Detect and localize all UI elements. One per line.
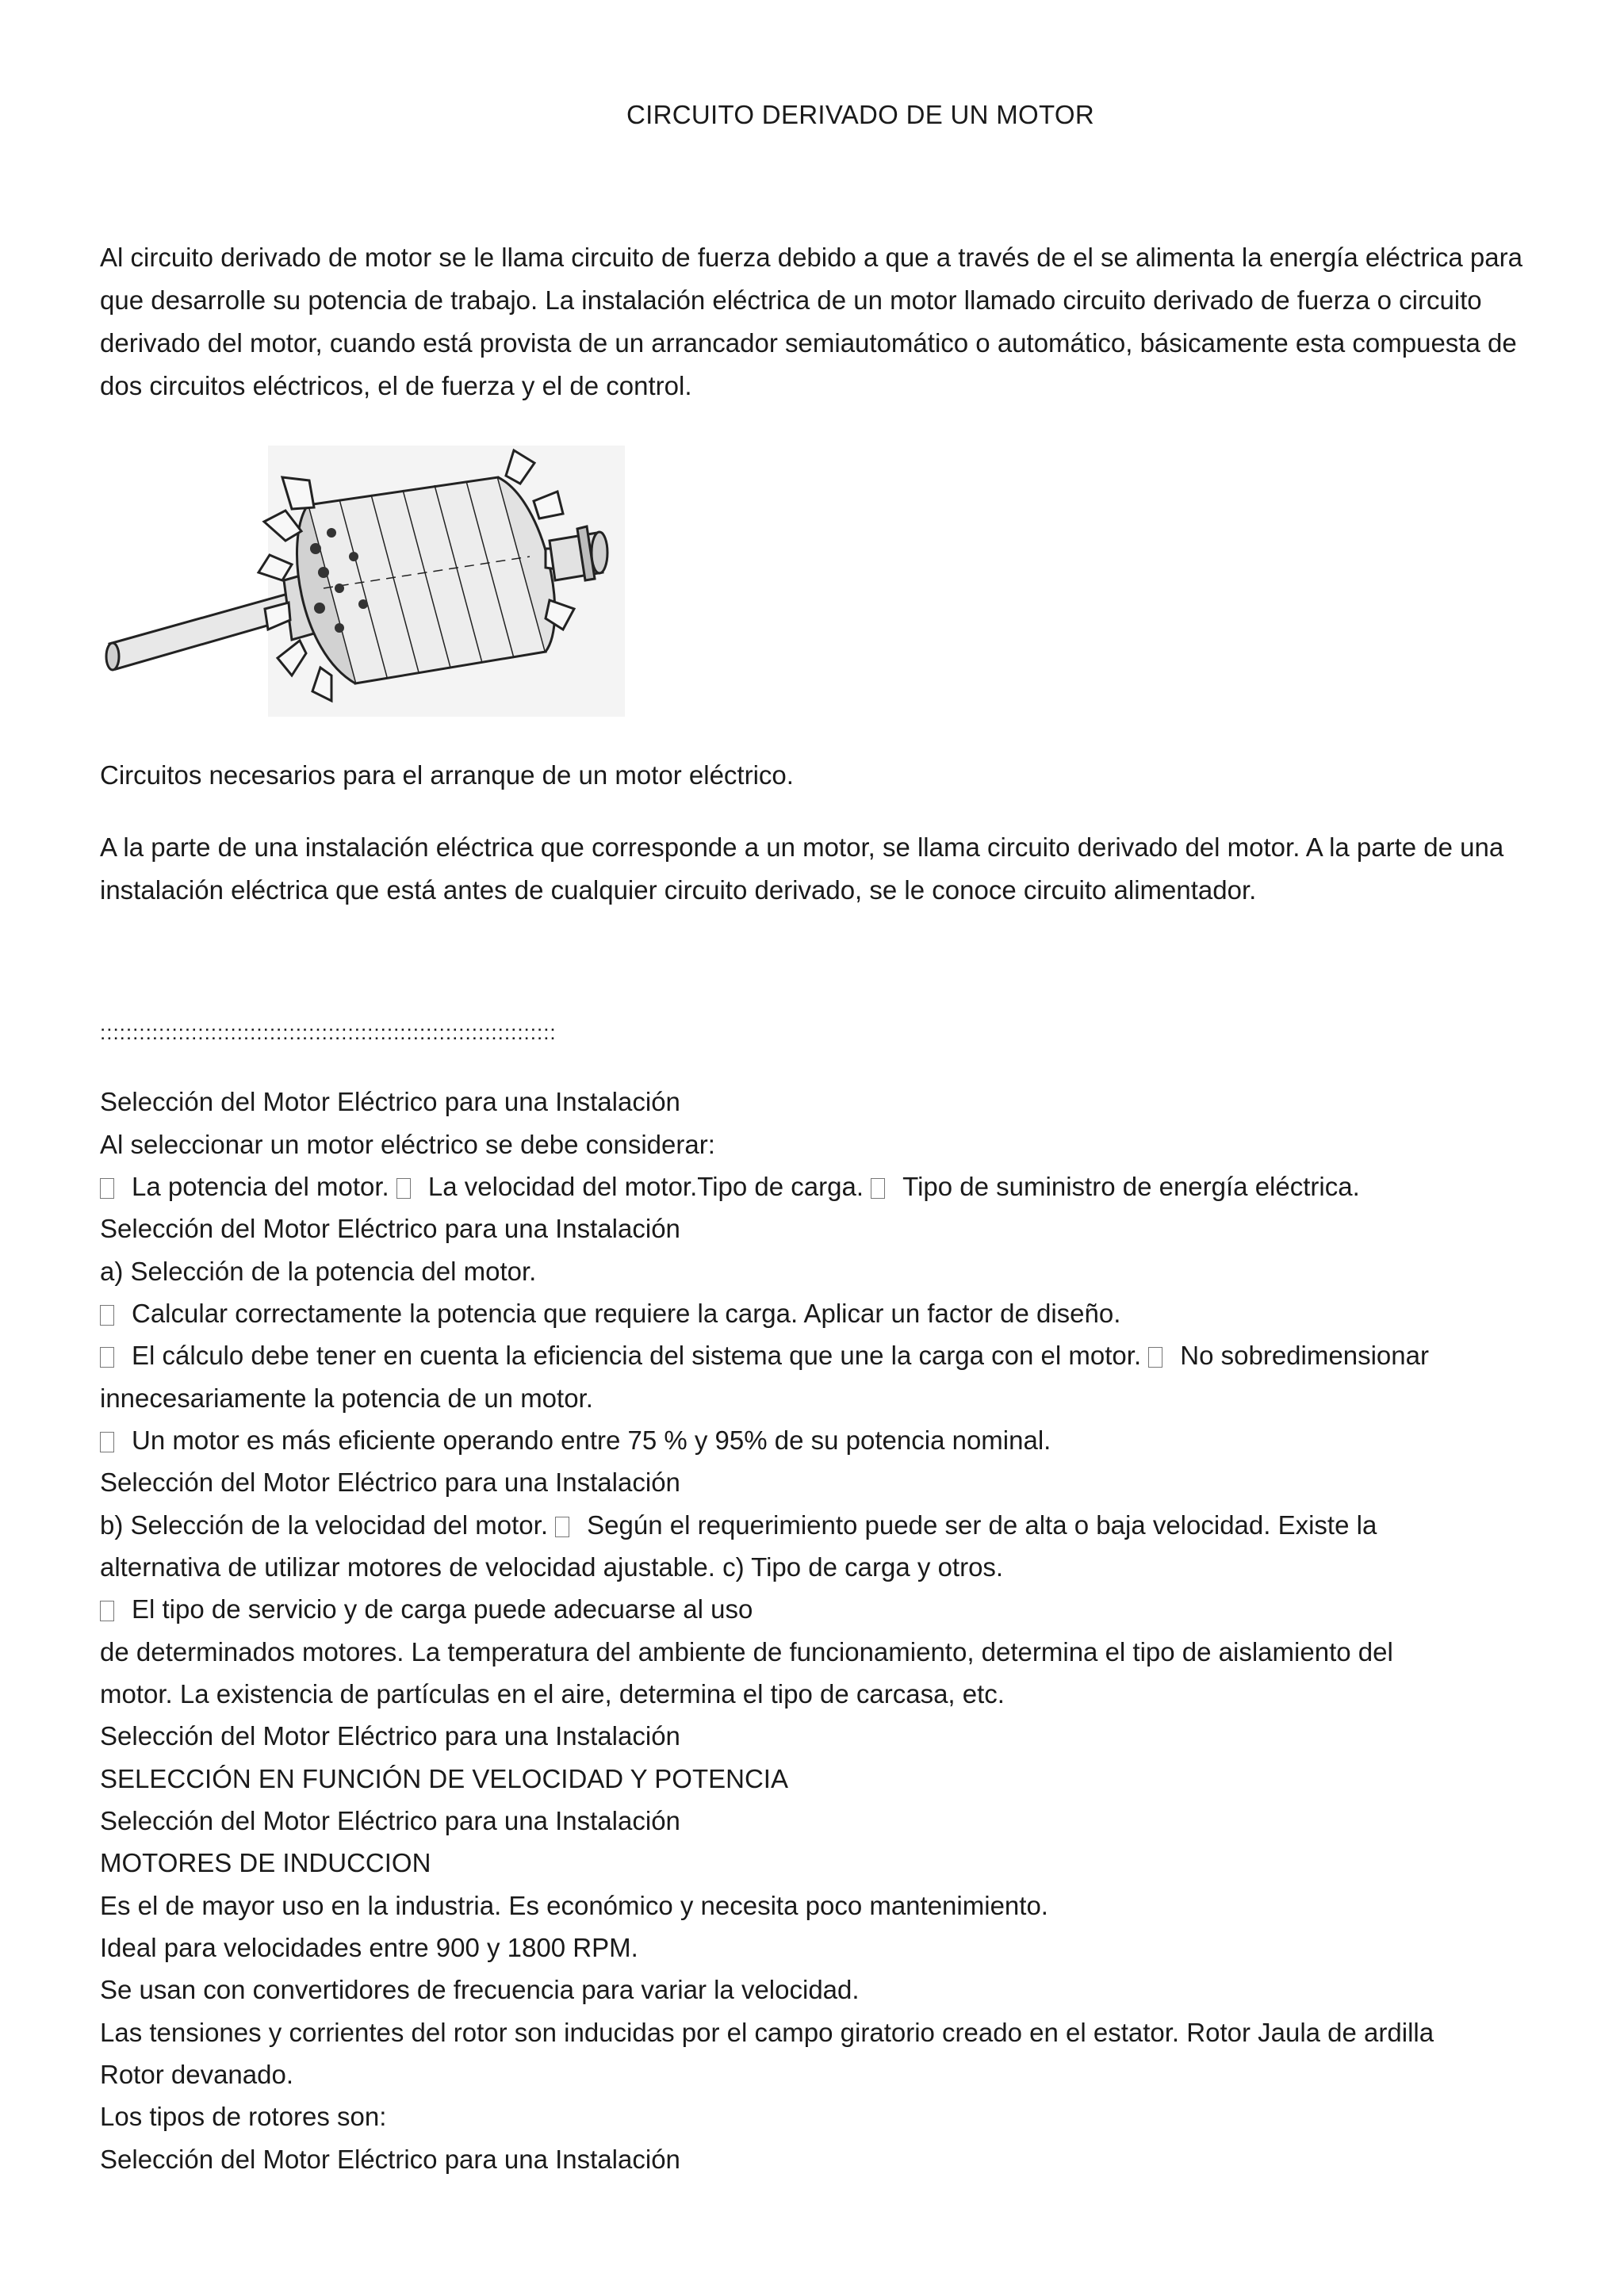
separator-line: :::::::::::::::::::::::::::::::::::::::::::::::::::::::::::::::::::::: [100,1020,557,1044]
section-heading: Selección del Motor Eléctrico para una Instalación [100,1721,680,1751]
section-heading: Selección del Motor Eléctrico para una Instalación [100,1087,680,1116]
bullet-line: La potencia del motor. La velocidad del motor.Tipo de carga. Tipo de suministro de energía eléctrica. [100,1171,1535,1203]
text-line: Rotor devanado. [100,2060,294,2089]
missing-glyph-icon [1148,1347,1162,1368]
text-line: alternativa de utilizar motores de velocidad ajustable. c) Tipo de carga y otros. [100,1552,1004,1582]
text-line: de determinados motores. La temperatura del ambiente de funcionamiento, determina el tipo de aislamiento del [100,1637,1393,1667]
text-line: Los tipos de rotores son: [100,2102,387,2131]
missing-glyph-icon [871,1178,885,1199]
missing-glyph-icon [100,1178,114,1199]
section-heading: Selección del Motor Eléctrico para una Instalación [100,1214,680,1243]
missing-glyph-icon [555,1517,569,1537]
text-line: a) Selección de la potencia del motor. [100,1257,537,1286]
text-line: Es el de mayor uso en la industria. Es económico y necesita poco mantenimiento. [100,1891,1048,1920]
section-heading: Selección del Motor Eléctrico para una Instalación [100,1806,680,1835]
section-heading: Selección del Motor Eléctrico para una Instalación [100,2145,680,2174]
section-heading: Selección del Motor Eléctrico para una Instalación [100,1468,680,1497]
text-line: Al seleccionar un motor eléctrico se debe considerar: [100,1130,715,1159]
bullet-line: El tipo de servicio y de carga puede adecuarse al uso [100,1594,1535,1625]
text-line: innecesariamente la potencia de un motor. [100,1383,593,1413]
section-heading: SELECCIÓN EN FUNCIÓN DE VELOCIDAD Y POTENCIA [100,1764,788,1793]
bullet-line: Calcular correctamente la potencia que requiere la carga. Aplicar un factor de diseño. [100,1298,1535,1330]
second-paragraph: A la parte de una instalación eléctrica que corresponde a un motor, se llama circuito derivado del motor. A la parte de una instalación eléctrica que está antes de cualquier circuito derivado, se le conoce circuito alimentador. [100,832,1504,905]
intro-paragraph: Al circuito derivado de motor se le llama circuito de fuerza debido a que a través de el se alimenta la energía eléctrica para que desarrolle su potencia de trabajo. La instalación eléctrica de un motor llamado circuito derivado de fuerza o circuito derivado del motor, cuando está provista de un arrancador semiautomático o automático, básicamente esta compuesta de dos circuitos eléctricos, el de fuerza y el de control. [100,243,1522,400]
text-line: b) Selección de la velocidad del motor. Según el requerimiento puede ser de alta o baja velocidad. Existe la [100,1510,1377,1540]
missing-glyph-icon [100,1432,114,1452]
text-line: Las tensiones y corrientes del rotor son inducidas por el campo giratorio creado en el estator. Rotor Jaula de ardilla [100,2018,1434,2047]
text-line: Se usan con convertidores de frecuencia para variar la velocidad. [100,1975,860,2004]
text-line: motor. La existencia de partículas en el aire, determina el tipo de carcasa, etc. [100,1679,1005,1709]
section-heading: MOTORES DE INDUCCION [100,1848,431,1877]
figure-caption: Circuitos necesarios para el arranque de un motor eléctrico. [100,760,794,790]
missing-glyph-icon [396,1178,411,1199]
text-line: Ideal para velocidades entre 900 y 1800 RPM. [100,1933,638,1962]
bullet-line: Un motor es más eficiente operando entre 75 % y 95% de su potencia nominal. [100,1425,1535,1456]
bullet-line: El cálculo debe tener en cuenta la eficiencia del sistema que une la carga con el motor. No sobredimensionar [100,1340,1535,1372]
missing-glyph-icon [100,1601,114,1621]
page-title: CIRCUITO DERIVADO DE UN MOTOR [626,100,1094,129]
missing-glyph-icon [100,1347,114,1368]
motor-rotor-illustration [102,446,625,717]
missing-glyph-icon [100,1305,114,1326]
